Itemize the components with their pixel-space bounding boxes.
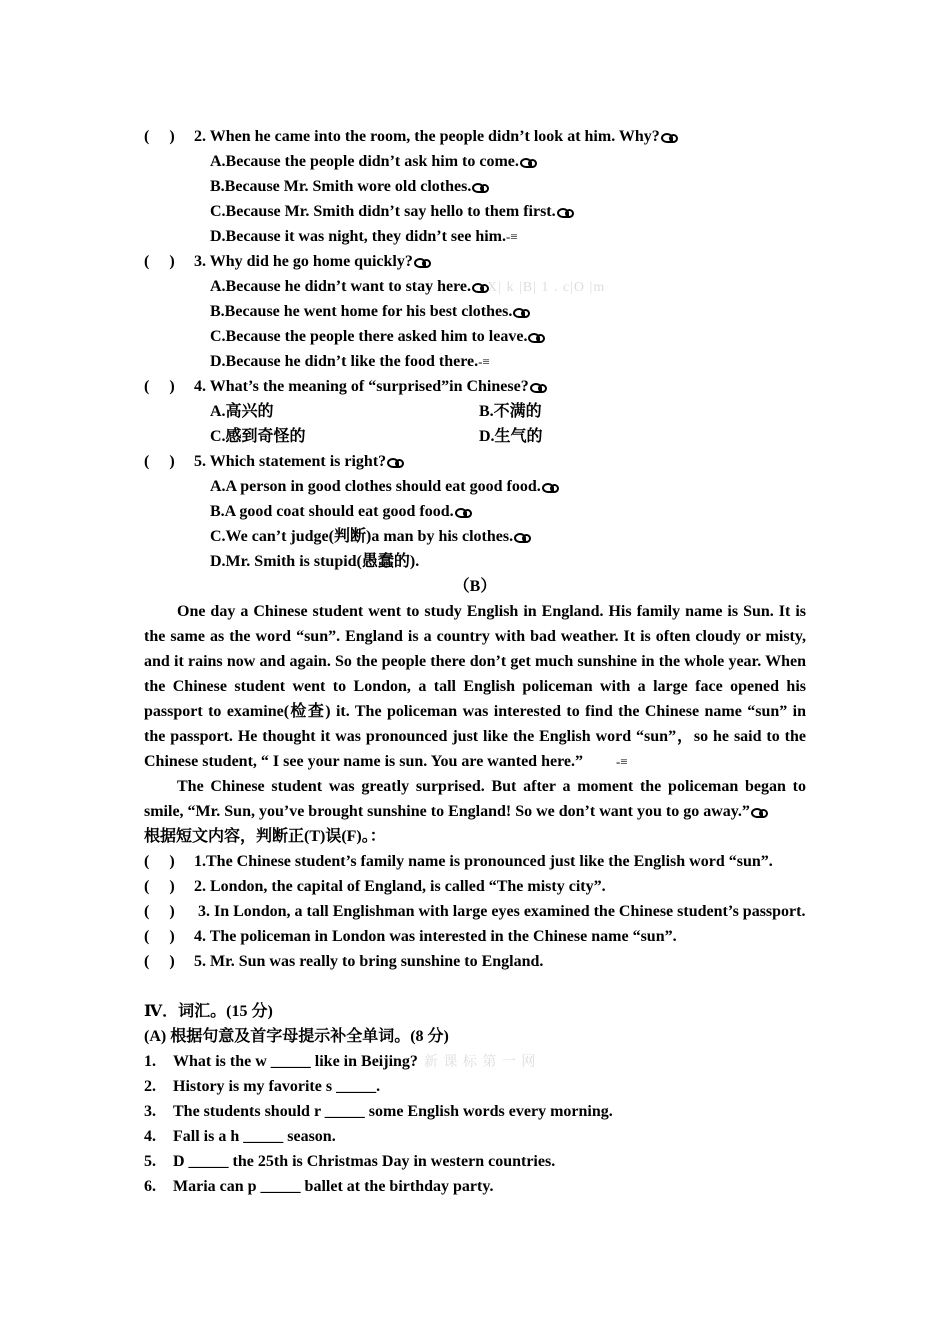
paragraph-mark-icon — [386, 457, 402, 467]
option-text: B.Because he went home for his best clothes. — [210, 303, 513, 320]
item-number: 4. — [144, 1128, 156, 1145]
question-2 — [144, 124, 806, 149]
paragraph-mark-icon — [527, 332, 543, 342]
answer-paren: ( ) — [144, 878, 175, 895]
option-text: D.Because he didn’t like the food there. — [210, 353, 479, 370]
paragraph-mark-icon — [529, 382, 545, 392]
tf-item-5 — [144, 949, 806, 974]
question-3 — [144, 249, 806, 274]
item-number: 3. — [144, 1103, 156, 1120]
option-c — [144, 324, 806, 349]
paragraph-mark-icon — [513, 532, 529, 542]
option-row-ab — [144, 399, 806, 424]
option-a — [144, 274, 806, 299]
answer-paren: ( ) — [144, 378, 175, 395]
item-text: History is my favorite s _____. — [173, 1078, 381, 1095]
item-text: 2. London, the capital of England, is called “The misty city”. — [194, 878, 606, 895]
option-d — [144, 549, 806, 574]
question-stem: 2. When he came into the room, the people didn’t look at him. Why? — [194, 128, 660, 145]
item-text: Maria can p _____ ballet at the birthday party. — [173, 1178, 494, 1195]
question-5 — [144, 449, 806, 474]
option-d: D.生气的 — [479, 428, 543, 445]
passage-paragraph-2 — [144, 774, 806, 824]
paragraph-mark-icon — [471, 282, 487, 292]
item-text: 5. Mr. Sun was really to bring sunshine to England. — [194, 953, 544, 970]
item-text: 1.The Chinese student’s family name is pronounced just like the English word “sun”. — [194, 853, 773, 870]
answer-paren: ( ) — [144, 953, 175, 970]
line-end-icon: -≡ — [478, 354, 490, 369]
spacer — [144, 974, 806, 999]
item-number: 1. — [144, 1053, 156, 1070]
vocab-item-3 — [144, 1099, 806, 1124]
paragraph-text: One day a Chinese student went to study English in England. His family name is Sun. It is the same as the word “sun”. England is a country with bad weather. It is often cloudy or misty, and it rains now and again. So the people there don’t get much sunshine in the whole year. When the Chinese student went to London, a tall English policeman with a large face opened his passport to examine(检查) it. The policeman was interested to find the Chinese name “sun” in the passport. He thought it was pronounced just like the English word “sun”，so he said to the Chinese student, “ I see your name is sun. You are wanted here.” — [144, 603, 806, 770]
question-stem: 5. Which statement is right? — [194, 453, 387, 470]
worksheet-page — [144, 124, 806, 1199]
paragraph-mark-icon — [454, 507, 470, 517]
paragraph-mark-icon — [750, 807, 766, 817]
option-a — [144, 149, 806, 174]
option-a: A.高兴的 — [210, 403, 274, 420]
tf-item-3 — [144, 899, 806, 924]
option-b — [144, 299, 806, 324]
item-text: Fall is a h _____ season. — [173, 1128, 336, 1145]
option-text: B.Because Mr. Smith wore old clothes. — [210, 178, 472, 195]
item-text: The students should r _____ some English words every morning. — [173, 1103, 613, 1120]
vocab-item-6 — [144, 1174, 806, 1199]
vocab-item-5 — [144, 1149, 806, 1174]
paragraph-mark-icon — [660, 132, 676, 142]
watermark-text: X| k |B| 1 . c|O |m — [487, 280, 606, 295]
item-text: 4. The policeman in London was interested in the Chinese name “sun”. — [194, 928, 677, 945]
paragraph-mark-icon — [541, 482, 557, 492]
option-b — [144, 499, 806, 524]
item-number: 5. — [144, 1153, 156, 1170]
question-4 — [144, 374, 806, 399]
option-text: C.Because the people there asked him to leave. — [210, 328, 528, 345]
item-number: 2. — [144, 1078, 156, 1095]
section-b-heading: （B） — [453, 578, 497, 595]
option-text: A.A person in good clothes should eat good food. — [210, 478, 541, 495]
line-end-icon: -≡ — [616, 754, 628, 769]
item-text: D _____ the 25th is Christmas Day in western countries. — [173, 1153, 556, 1170]
option-text: C.We can’t judge(判断)a man by his clothes. — [210, 528, 514, 545]
tf-item-2 — [144, 874, 806, 899]
option-d — [144, 349, 806, 374]
vocab-item-4 — [144, 1124, 806, 1149]
option-text: A.Because he didn’t want to stay here. — [210, 278, 472, 295]
answer-paren: ( ) — [144, 128, 175, 145]
option-text: B.A good coat should eat good food. — [210, 503, 454, 520]
answer-paren: ( ) — [144, 853, 175, 870]
vocab-item-2 — [144, 1074, 806, 1099]
item-text: What is the w _____ like in Beijing? — [173, 1053, 418, 1070]
answer-paren: ( ) — [144, 453, 175, 470]
tf-item-1 — [144, 849, 806, 874]
option-c — [144, 524, 806, 549]
option-text: C.Because Mr. Smith didn’t say hello to them first. — [210, 203, 556, 220]
question-stem: 4. What’s the meaning of “surprised”in Chinese? — [194, 378, 529, 395]
paragraph-mark-icon — [413, 257, 429, 267]
passage-paragraph-1 — [144, 599, 806, 774]
option-c: C.感到奇怪的 — [210, 428, 306, 445]
option-b — [144, 174, 806, 199]
option-text: D.Mr. Smith is stupid(愚蠢的). — [210, 553, 420, 570]
paragraph-mark-icon — [471, 182, 487, 192]
option-row-cd — [144, 424, 806, 449]
option-a — [144, 474, 806, 499]
option-text: A.Because the people didn’t ask him to come. — [210, 153, 519, 170]
line-end-icon: -≡ — [506, 229, 518, 244]
watermark-text: 新 课 标 第 一 网 — [423, 1055, 537, 1070]
option-d — [144, 224, 806, 249]
answer-paren: ( ) — [144, 928, 175, 945]
answer-paren: ( ) — [144, 903, 175, 920]
paragraph-text: The Chinese student was greatly surprised. But after a moment the policeman began to smile, “Mr. Sun, you’ve brought sunshine to England! So we don’t want you to go away.” — [144, 778, 806, 820]
vocab-item-1 — [144, 1049, 806, 1074]
tf-instruction: 根据短文内容，判断正(T)误(F)。： — [144, 828, 386, 845]
section-4-part-a: (A) 根据句意及首字母提示补全单词。(8 分) — [144, 1028, 449, 1045]
paragraph-mark-icon — [556, 207, 572, 217]
paragraph-mark-icon — [512, 307, 528, 317]
paragraph-mark-icon — [519, 157, 535, 167]
question-stem: 3. Why did he go home quickly? — [194, 253, 413, 270]
section-4-title: Ⅳ．词汇。(15 分) — [144, 1003, 273, 1020]
item-text: 3. In London, a tall Englishman with large eyes examined the Chinese student’s passport. — [198, 903, 806, 920]
option-c — [144, 199, 806, 224]
answer-paren: ( ) — [144, 253, 175, 270]
option-b: B.不满的 — [479, 403, 542, 420]
item-number: 6. — [144, 1178, 156, 1195]
tf-item-4 — [144, 924, 806, 949]
option-text: D.Because it was night, they didn’t see him. — [210, 228, 507, 245]
